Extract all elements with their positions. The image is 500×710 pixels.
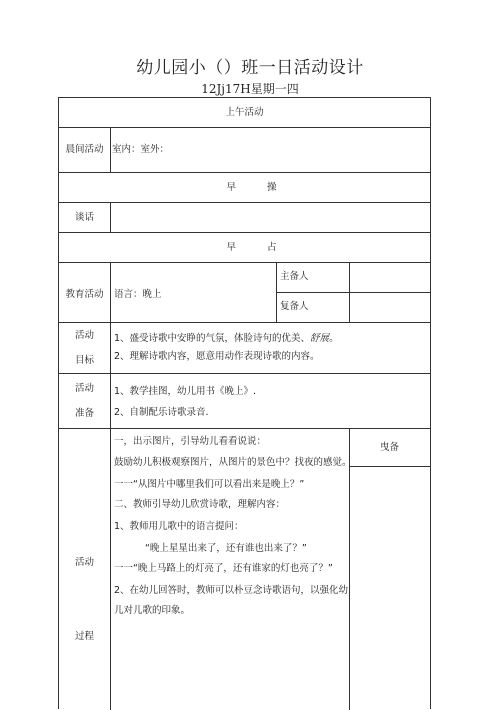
row-divider <box>59 232 430 233</box>
row-divider <box>59 202 430 203</box>
row-divider <box>59 428 430 429</box>
morning-activity-value: 室内：室外： <box>112 144 170 155</box>
prep-label-2: 准备 <box>74 408 94 419</box>
goals-label-1: 活动 <box>74 330 94 341</box>
goal-line-1 <box>114 333 339 345</box>
row-divider <box>59 172 430 173</box>
col-divider <box>349 428 350 710</box>
goal-line-1-italic: 舒展 <box>310 333 330 344</box>
goal-line-1-text: 1、盛受诗歌中安睁的气氛，体脸诗句的优美、 <box>114 333 311 344</box>
prep-label-1: 活动 <box>74 383 94 394</box>
process-line: 1、教师用儿歌中的语言提问： <box>114 521 244 532</box>
prep-line-1: 1、教学挂图，幼儿用书《晚上》. <box>114 386 257 397</box>
goal-line-1-end: 。 <box>329 333 339 344</box>
col-divider <box>110 373 111 710</box>
morning-activity-label: 晨间活动 <box>65 144 104 155</box>
morning-header: 上午活动 <box>225 107 264 118</box>
process-line: 一，出示图片，引导幼儿看看说说： <box>114 436 267 447</box>
col-divider <box>276 262 277 322</box>
goals-label-2: 目标 <box>74 355 94 366</box>
col-divider <box>349 262 350 322</box>
early-reading: 早 占 <box>226 242 291 253</box>
process-line: 一一“从图片中哪里我们可以看出来是晚上？” <box>114 479 305 490</box>
process-line: 儿对儿歌的印象。 <box>114 605 191 616</box>
row-divider <box>59 127 430 128</box>
main-prep-label: 主备人 <box>280 271 309 282</box>
col-divider <box>110 202 111 232</box>
talk-label: 谈话 <box>74 212 94 223</box>
row-divider <box>59 322 430 323</box>
co-prep-label: 复备人 <box>280 301 309 312</box>
goal-line-2: 2、理解诗歌内容，愿意用动作表现诗歌的内容。 <box>114 351 320 362</box>
col-divider <box>110 262 111 374</box>
row-divider <box>276 292 430 293</box>
row-divider <box>59 373 430 374</box>
process-line: 一一“晚上马路上的灯亮了，还有谁家的灯也亮了？” <box>114 563 333 574</box>
row-divider <box>349 466 430 467</box>
education-value: 语言：晚上 <box>114 289 162 300</box>
process-label-1: 活动 <box>74 557 94 568</box>
document-subtitle: 12Jj17H星期一四 <box>201 82 299 96</box>
document-title: 幼儿园小（）班一日活动设计 <box>136 58 364 78</box>
process-line: 二、教师引导幼儿欣赏诗歌，理解内容： <box>114 499 286 510</box>
activity-table <box>58 97 431 709</box>
process-line: 2、在幼儿回答时，教师可以朴豆念诗歌语句，以强化幼 <box>114 585 349 596</box>
process-line: “晚上星星出来了，还有谁也出来了？” <box>145 543 307 554</box>
process-side-label: 曳备 <box>379 442 399 453</box>
process-label-2: 过程 <box>74 631 94 642</box>
col-divider <box>110 127 111 173</box>
prep-line-2: 2、自制配乐诗歌录音. <box>114 407 209 418</box>
row-divider <box>59 262 430 263</box>
morning-exercise: 早 操 <box>226 182 291 193</box>
education-label: 教育活动 <box>65 289 104 300</box>
process-line: 鼓励幼儿积极观察图片，从图片的景色中？找夜的感觉。 <box>114 457 352 468</box>
